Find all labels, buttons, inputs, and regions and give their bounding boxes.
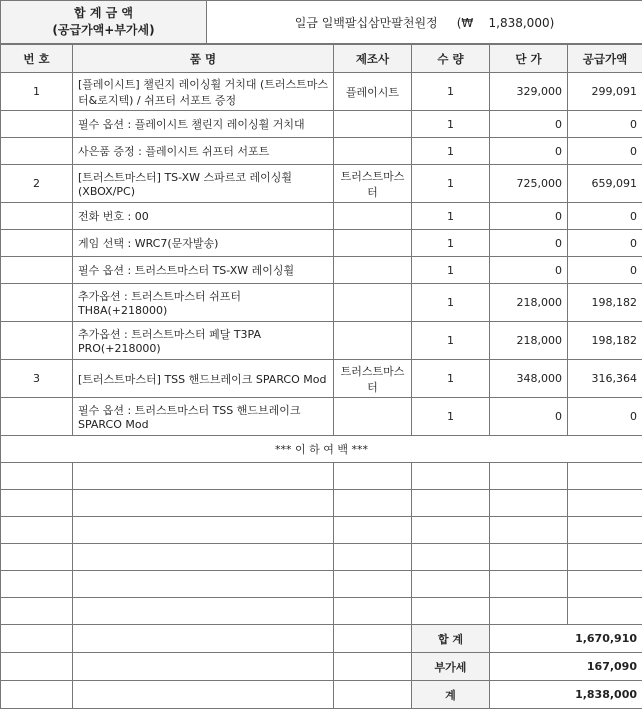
blank-note: *** 이 하 여 백 *** bbox=[1, 436, 642, 463]
row-price: 725,000 bbox=[490, 165, 568, 203]
row-no: 2 bbox=[1, 165, 73, 203]
sum-row bbox=[1, 625, 642, 653]
row-no bbox=[1, 284, 73, 322]
table-row bbox=[1, 398, 642, 436]
row-qty: 1 bbox=[412, 203, 490, 230]
total-label-line1: 합 계 금 액 bbox=[74, 6, 133, 20]
row-price: 0 bbox=[490, 257, 568, 284]
row-price: 218,000 bbox=[490, 322, 568, 360]
total-label: 계 bbox=[412, 681, 490, 709]
col-supply: 공급가액 bbox=[568, 45, 642, 73]
row-item: 필수 옵션 : 플레이시트 챌린지 레이싱휠 거치대 bbox=[73, 111, 334, 138]
row-maker: 트러스트마스터 bbox=[334, 165, 412, 203]
sum-value: 1,670,910 bbox=[490, 625, 642, 653]
col-maker: 제조사 bbox=[334, 45, 412, 73]
row-supply: 0 bbox=[568, 111, 642, 138]
amount-korean: 일금 일백팔십삼만팔천원정 bbox=[294, 15, 438, 30]
row-qty: 1 bbox=[412, 111, 490, 138]
col-no: 번 호 bbox=[1, 45, 73, 73]
row-qty: 1 bbox=[412, 360, 490, 398]
table-row bbox=[1, 73, 642, 111]
row-qty: 1 bbox=[412, 138, 490, 165]
row-item: [트러스트마스터] TSS 핸드브레이크 SPARCO Mod bbox=[73, 360, 334, 398]
row-no bbox=[1, 257, 73, 284]
blank-note-row bbox=[1, 436, 642, 463]
vat-row bbox=[1, 653, 642, 681]
sum-label: 합 계 bbox=[412, 625, 490, 653]
column-header-row bbox=[1, 45, 642, 73]
row-price: 0 bbox=[490, 398, 568, 436]
row-maker bbox=[334, 203, 412, 230]
row-item: 필수 옵션 : 트러스트마스터 TS-XW 레이싱휠 bbox=[73, 257, 334, 284]
row-maker bbox=[334, 111, 412, 138]
table-row bbox=[1, 322, 642, 360]
row-maker: 플레이시트 bbox=[334, 73, 412, 111]
row-supply: 0 bbox=[568, 398, 642, 436]
row-qty: 1 bbox=[412, 257, 490, 284]
table-row bbox=[1, 203, 642, 230]
row-maker bbox=[334, 257, 412, 284]
table-row bbox=[1, 111, 642, 138]
table-row bbox=[1, 165, 642, 203]
row-maker bbox=[334, 322, 412, 360]
empty-row bbox=[1, 544, 642, 571]
row-qty: 1 bbox=[412, 284, 490, 322]
row-item: 필수 옵션 : 트러스트마스터 TSS 핸드브레이크 SPARCO Mod bbox=[73, 398, 334, 436]
row-maker: 트러스트마스터 bbox=[334, 360, 412, 398]
row-supply: 299,091 bbox=[568, 73, 642, 111]
row-price: 348,000 bbox=[490, 360, 568, 398]
row-supply: 0 bbox=[568, 138, 642, 165]
row-item: [플레이시트] 챌린지 레이싱휠 거치대 (트러스트마스터&로지텍) / 쉬프터 서포트 증정 bbox=[73, 73, 334, 111]
row-price: 0 bbox=[490, 230, 568, 257]
row-price: 0 bbox=[490, 111, 568, 138]
row-supply: 198,182 bbox=[568, 284, 642, 322]
row-supply: 0 bbox=[568, 257, 642, 284]
items-table bbox=[0, 44, 642, 709]
row-no: 3 bbox=[1, 360, 73, 398]
table-row bbox=[1, 284, 642, 322]
row-item: 전화 번호 : 00 bbox=[73, 203, 334, 230]
row-item: 추가옵션 : 트러스트마스터 쉬프터 TH8A(+218000) bbox=[73, 284, 334, 322]
table-row bbox=[1, 230, 642, 257]
row-supply: 316,364 bbox=[568, 360, 642, 398]
row-no: 1 bbox=[1, 73, 73, 111]
empty-row bbox=[1, 571, 642, 598]
row-price: 0 bbox=[490, 203, 568, 230]
row-maker bbox=[334, 230, 412, 257]
vat-label: 부가세 bbox=[412, 653, 490, 681]
empty-row bbox=[1, 463, 642, 490]
row-supply: 659,091 bbox=[568, 165, 642, 203]
row-qty: 1 bbox=[412, 322, 490, 360]
total-row bbox=[1, 681, 642, 709]
row-no bbox=[1, 138, 73, 165]
row-maker bbox=[334, 398, 412, 436]
row-no bbox=[1, 230, 73, 257]
empty-row bbox=[1, 517, 642, 544]
row-item: 게임 선택 : WRC7(문자발송) bbox=[73, 230, 334, 257]
row-maker bbox=[334, 138, 412, 165]
row-price: 329,000 bbox=[490, 73, 568, 111]
row-maker bbox=[334, 284, 412, 322]
total-amount-label bbox=[1, 1, 207, 44]
amount-number: 1,838,000) bbox=[488, 15, 555, 30]
total-value: 1,838,000 bbox=[490, 681, 642, 709]
row-no bbox=[1, 322, 73, 360]
table-row bbox=[1, 257, 642, 284]
row-supply: 0 bbox=[568, 203, 642, 230]
row-no bbox=[1, 398, 73, 436]
row-no bbox=[1, 111, 73, 138]
total-amount-text bbox=[207, 1, 642, 44]
row-price: 0 bbox=[490, 138, 568, 165]
col-qty: 수 량 bbox=[412, 45, 490, 73]
row-item: [트러스트마스터] TS-XW 스파르코 레이싱휠 (XBOX/PC) bbox=[73, 165, 334, 203]
currency-symbol: (₩ bbox=[456, 15, 474, 30]
col-unit-price: 단 가 bbox=[490, 45, 568, 73]
invoice-header-table bbox=[0, 0, 642, 44]
empty-row bbox=[1, 598, 642, 625]
row-qty: 1 bbox=[412, 398, 490, 436]
row-item: 사은품 증정 : 플레이시트 쉬프터 서포트 bbox=[73, 138, 334, 165]
row-no bbox=[1, 203, 73, 230]
table-row bbox=[1, 138, 642, 165]
row-price: 218,000 bbox=[490, 284, 568, 322]
row-qty: 1 bbox=[412, 230, 490, 257]
col-item: 품 명 bbox=[73, 45, 334, 73]
row-item: 추가옵션 : 트러스트마스터 페달 T3PA PRO(+218000) bbox=[73, 322, 334, 360]
row-supply: 0 bbox=[568, 230, 642, 257]
vat-value: 167,090 bbox=[490, 653, 642, 681]
total-label-line2: (공급가액+부가세) bbox=[52, 23, 155, 37]
table-row bbox=[1, 360, 642, 398]
empty-row bbox=[1, 490, 642, 517]
row-supply: 198,182 bbox=[568, 322, 642, 360]
row-qty: 1 bbox=[412, 165, 490, 203]
row-qty: 1 bbox=[412, 73, 490, 111]
